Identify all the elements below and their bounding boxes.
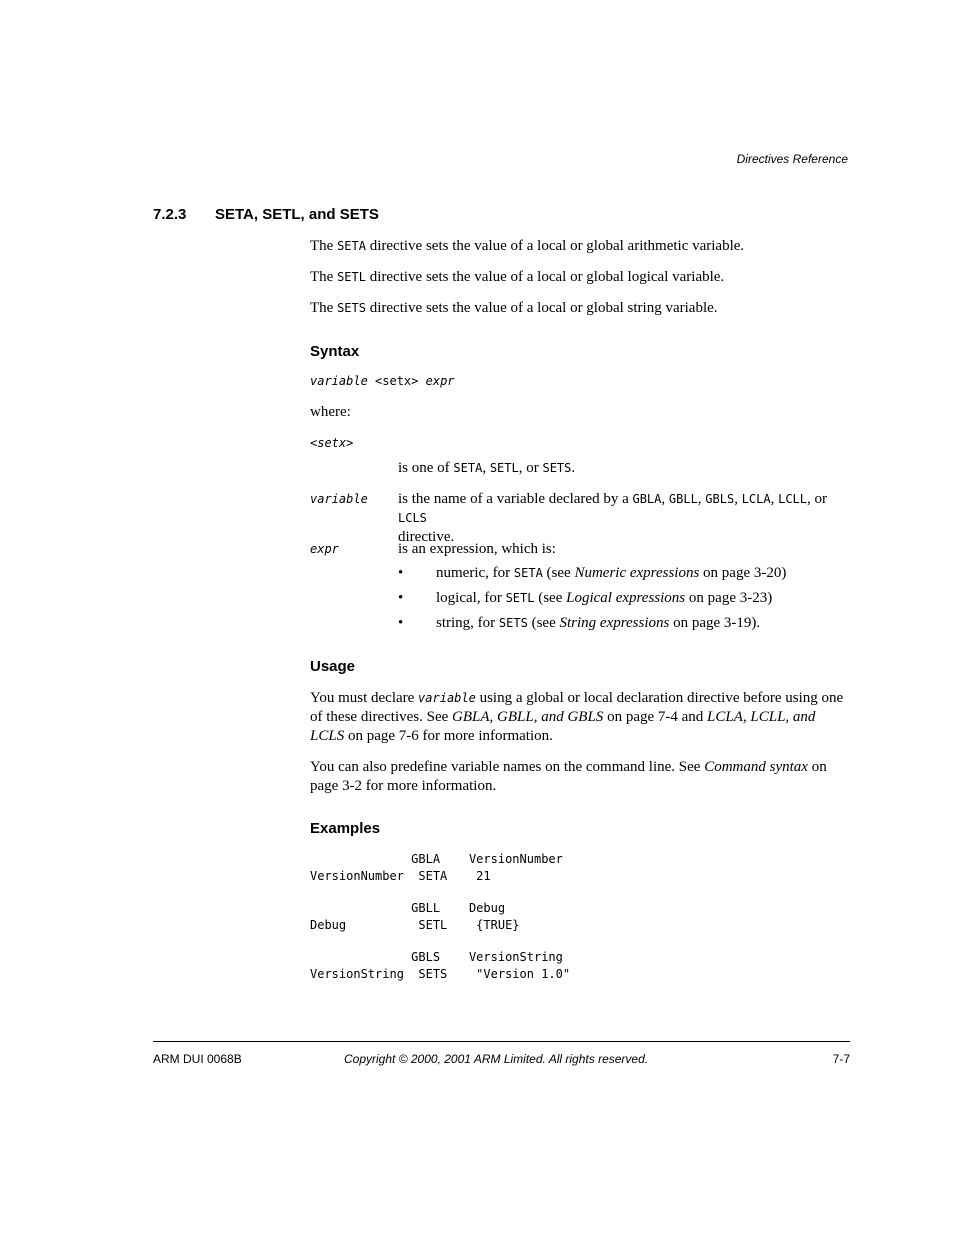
bullet-mark: • [398,615,404,631]
usage-heading: Usage [310,658,356,675]
syntax-heading: Syntax [310,343,360,360]
examples-heading: Examples [310,820,381,837]
example-block: GBLS VersionString VersionString SETS "Version 1.0" [310,950,571,981]
where-label: where: [310,404,351,420]
bullet-mark: • [398,590,404,606]
usage-paragraph: You must declare variable using a global or local declaration directive before using one of these directives. See GBLA, GBLL, and GBLS on page 7-4 and LCLA, LCLL, and LCLS on page 7-6 for more information. [310,690,844,744]
bullet-item: logical, for SETL (see Logical expressions on page 3-23) [436,590,773,606]
bullet-item: string, for SETS (see String expressions on page 3-19). [436,615,761,631]
example-block: GBLL Debug Debug SETL {TRUE} [310,901,520,932]
intro-paragraph: The SETS directive sets the value of a local or global string variable. [310,300,718,316]
bullet-mark: • [398,565,404,581]
syntax-line: variable <setx> expr [310,374,455,388]
term-variable: variable [310,492,368,506]
setx-description: is one of SETA, SETL, or SETS. [398,460,576,476]
footer-doc-id: ARM DUI 0068B [153,1052,242,1066]
section-number: 7.2.3 [153,206,187,223]
variable-description: is the name of a variable declared by a GBLA, GBLL, GBLS, LCLA, LCLL, or LCLS directive. [398,491,828,545]
expr-description: is an expression, which is: [398,541,556,557]
intro-paragraph: The SETA directive sets the value of a local or global arithmetic variable. [310,238,745,254]
section-title: SETA, SETL, and SETS [215,206,379,223]
footer-rule [153,1041,850,1042]
footer-copyright: Copyright © 2000, 2001 ARM Limited. All rights reserved. [344,1052,649,1066]
bullet-item: numeric, for SETA (see Numeric expressions on page 3-20) [436,565,787,581]
term-setx: <setx> [310,436,354,450]
example-block: GBLA VersionNumber VersionNumber SETA 21 [310,852,563,883]
usage-paragraph: You can also predefine variable names on the command line. See Command syntax on page 3-2 for more information. [310,759,827,794]
term-expr: expr [310,542,339,556]
intro-paragraph: The SETL directive sets the value of a local or global logical variable. [310,269,725,285]
running-header: Directives Reference [736,152,848,166]
footer-page-number: 7-7 [832,1052,850,1066]
